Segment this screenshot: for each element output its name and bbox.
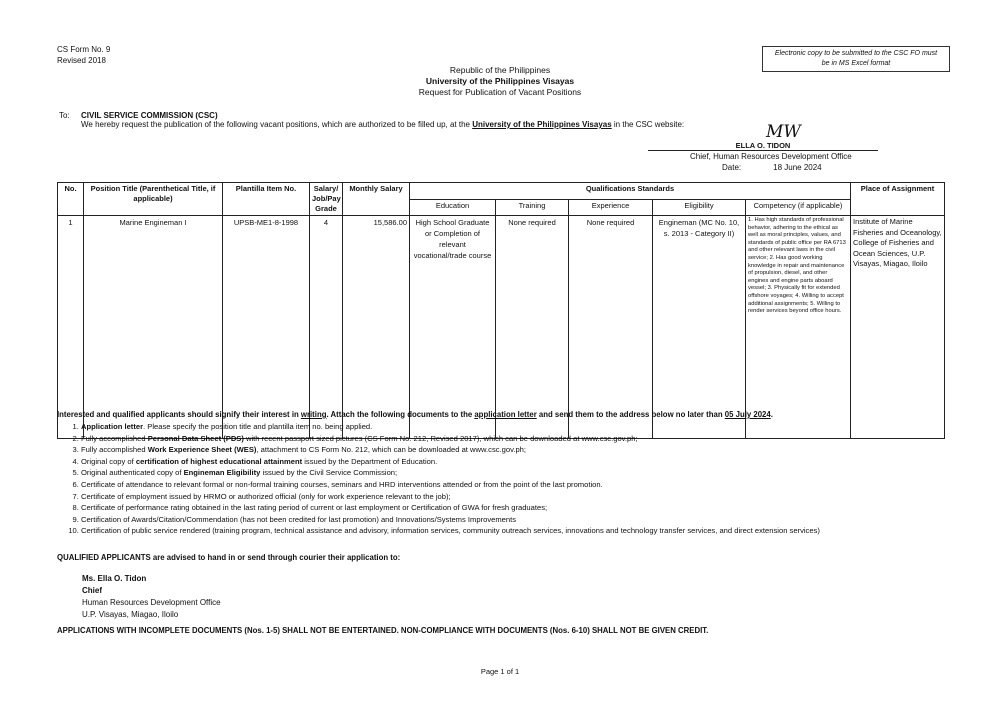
- doc-4-text: issued by the Department of Education.: [302, 456, 438, 466]
- list-item: [81, 456, 820, 468]
- doc-5-bold: Engineman Eligibility: [183, 468, 261, 478]
- doc-4-pre: Original copy of: [81, 456, 136, 466]
- doc-2-pre: Fully accomplished: [81, 433, 148, 443]
- address-office: Human Resources Development Office: [82, 598, 221, 607]
- header-experience: Experience: [569, 199, 653, 216]
- signature-line: [648, 150, 878, 151]
- request-pre: We hereby request the publication of the following vacant positions, which are authorized to be filled up, at the: [81, 120, 473, 129]
- address-location: U.P. Visayas, Miagao, Iloilo: [82, 610, 179, 619]
- ecopy-line2: be in MS Excel format: [821, 60, 891, 67]
- doc-6-text: Certificate of attendance to relevant formal or non-formal training courses, seminars and HRD interventions attended or from the point of the last promotion.: [81, 479, 603, 489]
- vacancy-table: [57, 182, 945, 439]
- doc-1-bold: Application letter: [81, 422, 144, 431]
- list-item: [81, 433, 820, 445]
- doc-7-text: Certificate of employment issued by HRMO or authorized official (only for work experience relevant to the job);: [81, 491, 451, 501]
- document-header: [0, 65, 1000, 98]
- interest-letter: application letter: [474, 410, 537, 419]
- interest-p4: .: [770, 410, 773, 419]
- doc-9-text: Certification of Awards/Citation/Commendation (has not been credited for last promotion) and Innovations/Systems Improvements: [81, 514, 517, 524]
- header-position: Position Title (Parenthetical Title, if applicable): [84, 183, 223, 216]
- to-label: To:: [59, 111, 70, 120]
- interest-writing: writing: [300, 410, 327, 419]
- mailing-address: [82, 573, 221, 621]
- cell-training: None required: [496, 216, 569, 439]
- header-eligibility: Eligibility: [653, 199, 746, 216]
- list-item: [81, 467, 820, 479]
- header-training: Training: [496, 199, 569, 216]
- list-item: [81, 421, 820, 433]
- header-republic: Republic of the Philippines: [449, 65, 551, 75]
- header-monthly-salary: Monthly Salary: [343, 183, 410, 216]
- list-item: [81, 502, 820, 514]
- signatory-date: [722, 163, 822, 172]
- list-item: [81, 479, 820, 491]
- table-row: [58, 216, 945, 439]
- form-number-text: CS Form No. 9: [57, 45, 111, 54]
- cell-education: High School Graduate or Completion of relevant vocational/trade course: [410, 216, 496, 439]
- header-title: Request for Publication of Vacant Positions: [418, 87, 582, 97]
- requirements-list: [57, 421, 820, 537]
- header-competency: Competency (if applicable): [746, 199, 851, 216]
- date-label: Date:: [722, 163, 742, 172]
- signatory-position: Chief, Human Resources Development Office: [690, 152, 852, 161]
- compliance-warning: APPLICATIONS WITH INCOMPLETE DOCUMENTS (Nos. 1-5) SHALL NOT BE ENTERTAINED. NON-COMPLIANCE WITH DOCUMENTS (Nos. 6-10) SHALL NOT BE GIVEN CREDIT.: [57, 626, 709, 635]
- doc-5-pre: Original authenticated copy of: [81, 468, 184, 478]
- cell-salary-grade: 4: [310, 216, 343, 439]
- qualified-bold: QUALIFIED APPLICANTS: [57, 553, 151, 562]
- address-name: Ms. Ella O. Tidon: [82, 574, 147, 583]
- address-title: Chief: [82, 586, 102, 595]
- doc-1-text: . Please specify the position title and plantilla item no. being applied.: [143, 422, 373, 431]
- doc-2-text: with recent passport sized pictures (CS Form No. 212, Revised 2017), which can be downloaded at www.csc.gov.ph;: [243, 433, 638, 443]
- header-education: Education: [410, 199, 496, 216]
- doc-2-bold: Personal Data Sheet (PDS): [147, 433, 244, 443]
- request-post: in the CSC website:: [611, 120, 685, 129]
- header-no: No.: [58, 183, 84, 216]
- ecopy-line1: Electronic copy to be submitted to the CSC FO must: [774, 50, 938, 57]
- addressee-name: CIVIL SERVICE COMMISSION (CSC): [81, 111, 218, 120]
- header-salary-grade: Salary/ Job/Pay Grade: [310, 183, 343, 216]
- header-plantilla: Plantilla Item No.: [223, 183, 310, 216]
- list-item: [81, 444, 820, 456]
- signature-mark: MW: [766, 122, 801, 142]
- doc-4-bold: certification of highest educational attainment: [135, 456, 303, 466]
- cell-competency: 1. Has high standards of professional behavior, adhering to the ethical as well as moral principles, values, and standards of public office per RA 6713 and other relevant laws in the civil service; 2. Has good working knowledge in repair and maintenance of propulsion, diesel, and other engines and engine parts aboard vessel; 3. Physically fit for extended offshore voyages; 4. Willing to accept additional assignments; 5. Willing to render services beyond office hours.: [746, 216, 851, 439]
- form-revised-text: Revised 2018: [57, 56, 106, 65]
- header-qualifications: Qualifications Standards: [410, 183, 851, 200]
- cell-monthly-salary: 15,586.00: [343, 216, 410, 439]
- cell-experience: None required: [569, 216, 653, 439]
- page-number: Page 1 of 1: [480, 667, 520, 676]
- request-agency: University of the Philippines Visayas: [472, 120, 612, 129]
- date-value: 18 June 2024: [773, 163, 822, 172]
- header-place: Place of Assignment: [851, 183, 945, 216]
- header-university: University of the Philippines Visayas: [425, 76, 575, 86]
- doc-10-text: Certification of public service rendered (training program, technical assistance and advisory, information services, community outreach services, innovations and technology transfer services, and direct extension services): [81, 526, 820, 536]
- interest-paragraph: [57, 410, 773, 419]
- cell-plantilla: UPSB-ME1-8-1998: [223, 216, 310, 439]
- doc-5-text: issued by the Civil Service Commission;: [260, 468, 398, 478]
- cell-eligibility: Engineman (MC No. 10, s. 2013 - Category II): [653, 216, 746, 439]
- addressee-block: [59, 111, 218, 120]
- interest-p3: and send them to the address below no later than: [536, 410, 725, 419]
- list-item: [81, 525, 820, 537]
- interest-p2: . Attach the following documents to the: [326, 410, 475, 419]
- interest-p1: Interested and qualified applicants should signify their interest in: [57, 410, 301, 419]
- form-number: [57, 44, 110, 66]
- qualified-applicants-note: [57, 553, 400, 562]
- doc-3-text: , attachment to CS Form No. 212, which can be downloaded at www.csc.gov.ph;: [256, 445, 526, 455]
- doc-3-pre: Fully accomplished: [81, 445, 148, 455]
- request-sentence: [81, 120, 684, 129]
- list-item: [81, 491, 820, 503]
- signatory-name: ELLA O. TIDON: [735, 141, 791, 150]
- cell-no: 1: [58, 216, 84, 439]
- cell-position: Marine Engineman I: [84, 216, 223, 439]
- doc-8-text: Certificate of performance rating obtained in the last rating period of current or last employment or Certification of GWA for fresh graduates;: [81, 503, 548, 513]
- interest-deadline: 05 July 2024: [724, 410, 771, 419]
- list-item: [81, 514, 820, 526]
- doc-3-bold: Work Experience Sheet (WES): [147, 445, 257, 455]
- cell-place: Institute of Marine Fisheries and Oceanology, College of Fisheries and Ocean Sciences, U.P. Visayas, Miagao, Iloilo: [851, 216, 945, 439]
- qualified-text: are advised to hand in or send through courier their application to:: [150, 553, 401, 562]
